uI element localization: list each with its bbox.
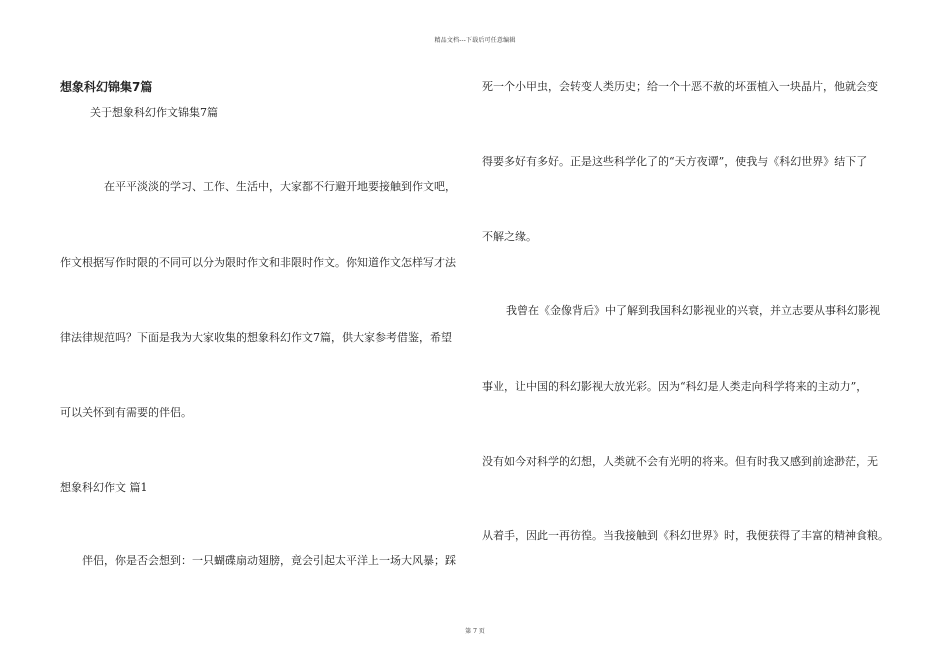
body-line: 伴侣，你是否会想到：一只蝴碟扇动翅膀，竟会引起太平洋上一场大风暴；踩	[82, 554, 456, 567]
page-number: 第 7 页	[465, 628, 485, 635]
intro-line: 作文根据写作时限的不同可以分为限时作文和非限时作文。你知道作文怎样写才法	[60, 256, 456, 269]
document-title: 想象科幻锦集7篇	[60, 80, 153, 94]
body-line: 从着手，因此一再彷徨。当我接触到《科幻世界》时，我便获得了丰富的精神食粮。	[482, 529, 889, 542]
intro-line: 可以关怀到有需要的伴侣。	[60, 406, 192, 419]
intro-line: 在平平淡淡的学习、工作、生活中，大家都不行避开地要接触到作文吧，	[104, 180, 456, 193]
body-line: 没有如今对科学的幻想，人类就不会有光明的将来。但有时我又感到前途渺茫，无	[482, 455, 878, 468]
body-line: 我曾在《金像背后》中了解到我国科幻影视业的兴衰，并立志要从事科幻影视	[506, 304, 880, 317]
document-subtitle: 关于想象科幻作文锦集7篇	[90, 106, 218, 119]
page-header: 精品文档---下载后可任意编辑	[434, 37, 516, 44]
body-line: 得要多好有多好。正是这些科学化了的“天方夜谭”，使我与《科幻世界》结下了	[482, 155, 868, 168]
body-line: 事业，让中国的科幻影视大放光彩。因为“科幻是人类走向科学将来的主动力”，	[482, 380, 868, 393]
intro-line: 律法律规范吗？下面是我为大家收集的想象科幻作文7篇，供大家参考借鉴，希望	[60, 331, 452, 344]
body-line: 不解之缘。	[482, 230, 537, 243]
body-line: 死一个小甲虫，会转变人类历史；给一个十恶不赦的坏蛋植入一块晶片，他就会变	[482, 80, 878, 93]
section-heading: 想象科幻作文 篇1	[60, 481, 148, 494]
